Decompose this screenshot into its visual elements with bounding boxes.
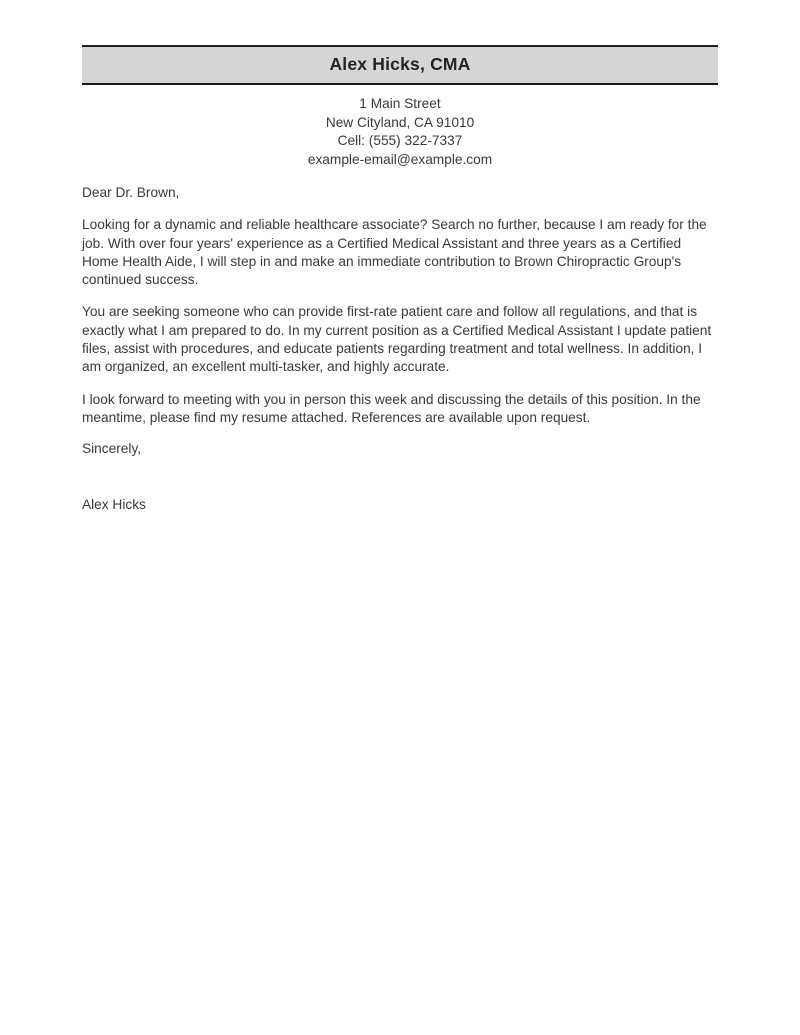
contact-street: 1 Main Street [359, 96, 441, 111]
salutation: Dear Dr. Brown, [82, 185, 180, 200]
letter-body [82, 184, 718, 514]
contact-phone: Cell: (555) 322-7337 [337, 133, 463, 148]
page-title: Alex Hicks, CMA [329, 54, 471, 74]
body-paragraph-3: I look forward to meeting with you in person this week and discussing the details of this position. In the meantime, please find my resume attached. References are available upon request. [82, 391, 701, 425]
contact-city-state-zip: New Cityland, CA 91010 [325, 114, 475, 130]
body-paragraph-2: You are seeking someone who can provide first-rate patient care and follow all regulations, and that is exactly what I am prepared to do. In my current position as a Certified Medical Assistant I update patient files, assist with procedures, and educate patients regarding treatment and total wellness. In addition, I am organized, an excellent multi-tasker, and highly accurate. [82, 304, 712, 375]
contact-email: example-email@example.com [307, 151, 493, 167]
name-banner [82, 45, 718, 85]
body-paragraph-1: Looking for a dynamic and reliable healthcare associate? Search no further, because I am ready for the job. With over four years' experience as a Certified Medical Assistant and three years as a Certified Home Health Aide, I will step in and make an immediate contribution to Brown Chiropractic Group's continued success. [82, 217, 707, 288]
signature-name: Alex Hicks [82, 496, 146, 512]
contact-block [82, 95, 718, 169]
closing: Sincerely, [82, 441, 142, 457]
